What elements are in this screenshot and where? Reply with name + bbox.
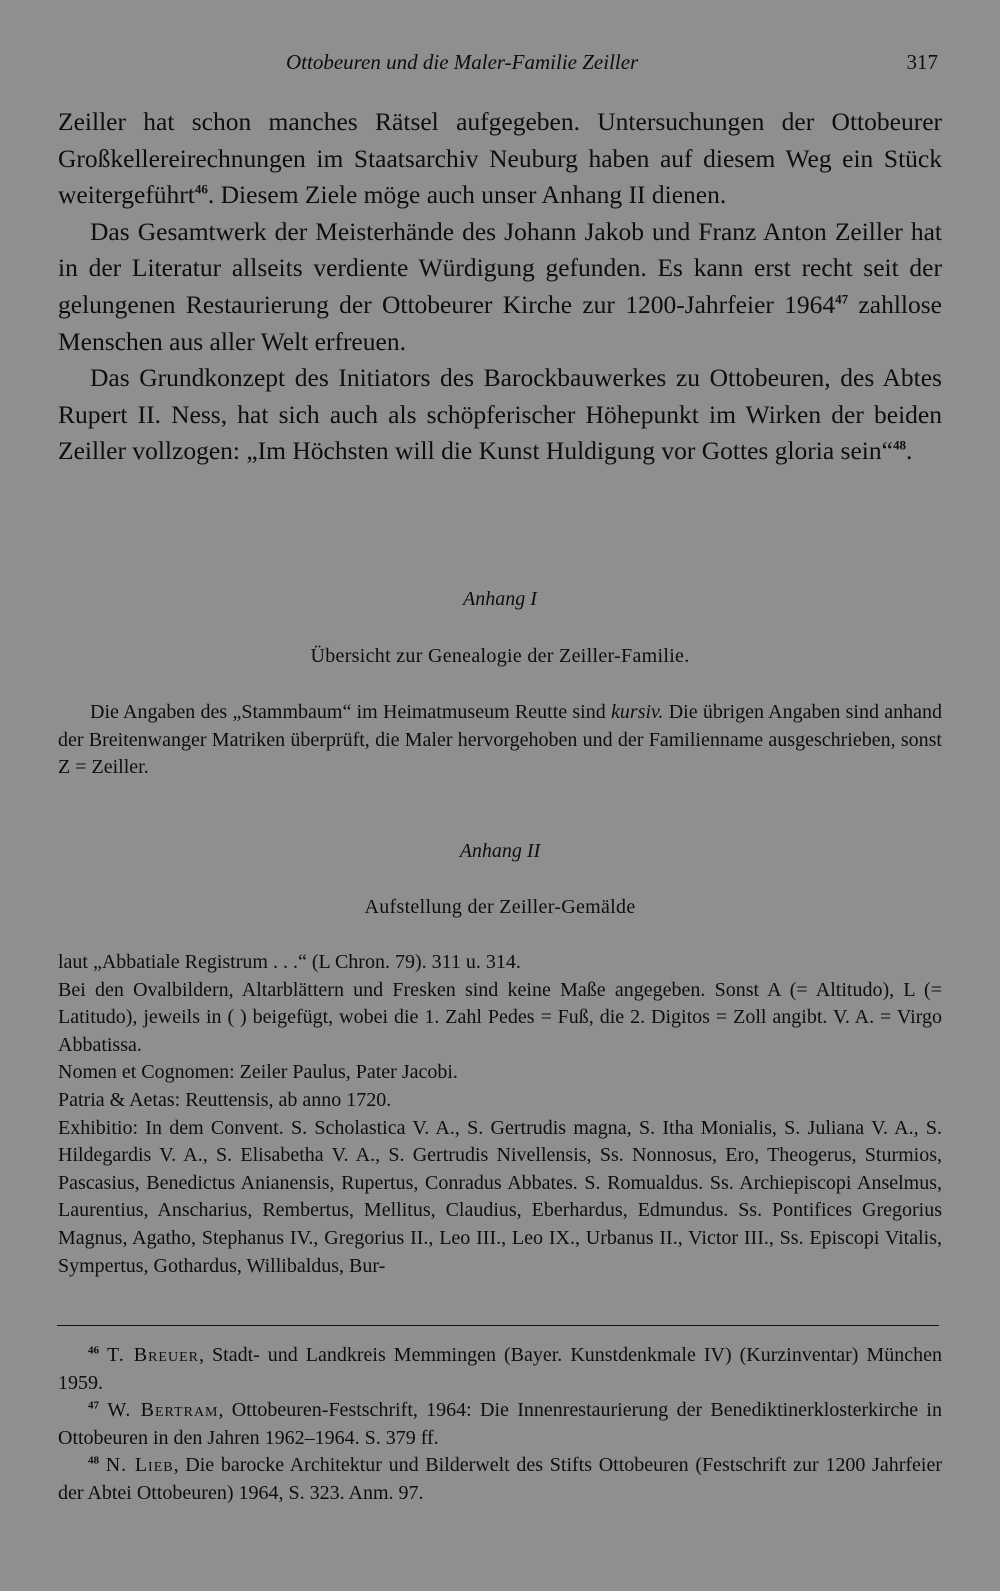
footnote-reference: 47 xyxy=(835,291,849,307)
paragraph: Das Grundkonzept des Initiators des Barockbauwerkes zu Ottobeuren, des Abtes Rupert II. Ness, hat sich auch als schöpferischer Höhepunkt im Wirken der beiden Zeiller vollzogen: „Im Höchsten will die Kunst Huldigung vor Gottes gloria sein“$^{48}$. xyxy=(58,363,942,466)
list-item: Bei den Ovalbildern, Altarblättern und Fresken sind keine Maße angegeben. Sonst A (= Altitudo), L (= Latitudo), jeweils in ( ) beigefügt, wobei die 1. Zahl Pedes = Fuß, die 2. Digitos = Zoll angibt. V. A. = Virgo Abbatissa. xyxy=(58,978,942,1056)
appendix-2-list xyxy=(58,949,942,1280)
main-text xyxy=(58,104,942,470)
list-item: Exhibitio: In dem Convent. S. Scholastica V. A., S. Gertrudis magna, S. Itha Monialis, S. Juliana V. A., S. Hildegardis V. A., S. Elisabetha V. A., S. Gertrudis Nivellensis, Ss. Nonnosus, Ero, Theogerus, Sturmios, Pascasius, Benedictus Anianensis, Rupertus, Conradus Abbates. S. Romualdus. Ss. Archiepiscopi Anselmus, Laurentius, Anscharius, Rembertus, Mellitus, Claudius, Eberhardus, Edmundus. Ss. Pontifices Gregorius Magnus, Agatho, Stephanus IV., Gregorius II., Leo III., Leo IX., Urbanus II., Victor III., Ss. Episcopi Vitalis, Sympertus, Gothardus, Willibaldus, Bur- xyxy=(58,1116,942,1277)
footnote-divider xyxy=(57,1325,939,1326)
running-title: Ottobeuren und die Maler-Familie Zeiller xyxy=(286,50,639,74)
list-item: laut „Abbatiale Registrum . . .“ (L Chron. 79). 311 u. 314. xyxy=(58,951,521,973)
appendix-1-title: Anhang I xyxy=(463,588,537,610)
appendix-2-subtitle: Aufstellung der Zeiller-Gemälde xyxy=(364,896,636,918)
footnotes xyxy=(58,1342,942,1508)
running-header xyxy=(56,48,940,78)
paragraph: Das Gesamtwerk der Meisterhände des Johann Jakob und Franz Anton Zeiller hat in der Literatur allseits verdiente Würdigung gefunden. Es kann erst recht seit der gelungenen Restaurierung der Ottobeurer Kirche zur 1200-Jahrfeier 1964$^{47}$ zahllose Menschen aus aller Welt erfreuen. xyxy=(58,216,942,356)
footnote: $^{48}$ N. Lieb, Die barocke Architektur und Bilderwelt des Stifts Ottobeuren (Festschrift zur 1200 Jahrfeier der Abtei Ottobeuren) 1964, S. 323. Anm. 97. xyxy=(58,1454,943,1504)
page-number: 317 xyxy=(906,50,938,74)
footnote: $^{47}$ W. Bertram, Ottobeuren-Festschrift, 1964: Die Innenrestaurierung der Benediktinerklosterkirche in Ottobeuren in den Jahren 1962–1964. S. 379 ff. xyxy=(58,1399,942,1449)
footnote-reference: 46 xyxy=(194,181,208,197)
footnote-reference: 48 xyxy=(892,437,906,453)
appendix-1-subtitle: Übersicht zur Genealogie der Zeiller-Familie. xyxy=(310,645,690,667)
paragraph: Zeiller hat schon manches Rätsel aufgegeben. Untersuchungen der Ottobeurer Großkellereirechnungen im Staatsarchiv Neuburg haben auf diesem Weg ein Stück weitergeführt$^{46}$. Diesem Ziele möge auch unser Anhang II dienen. xyxy=(58,107,942,210)
list-item: Nomen et Cognomen: Zeiler Paulus, Pater Jacobi. xyxy=(58,1061,458,1084)
appendix-1-note: Die Angaben des „Stammbaum“ im Heimatmuseum Reutte sind kursiv. Die übrigen Angaben sind anhand der Breitenwanger Matriken überprüft, die Maler hervorgehoben und der Familienname ausgeschrieben, sonst Z = Zeiller. xyxy=(58,701,942,779)
footnote: $^{46}$ T. Breuer, Stadt- und Landkreis Memmingen (Bayer. Kunstdenkmale IV) (Kurzinventar) München 1959. xyxy=(58,1344,943,1394)
appendix-2-title: Anhang II xyxy=(459,840,541,862)
list-item: Patria & Aetas: Reuttensis, ab anno 1720. xyxy=(58,1088,392,1111)
